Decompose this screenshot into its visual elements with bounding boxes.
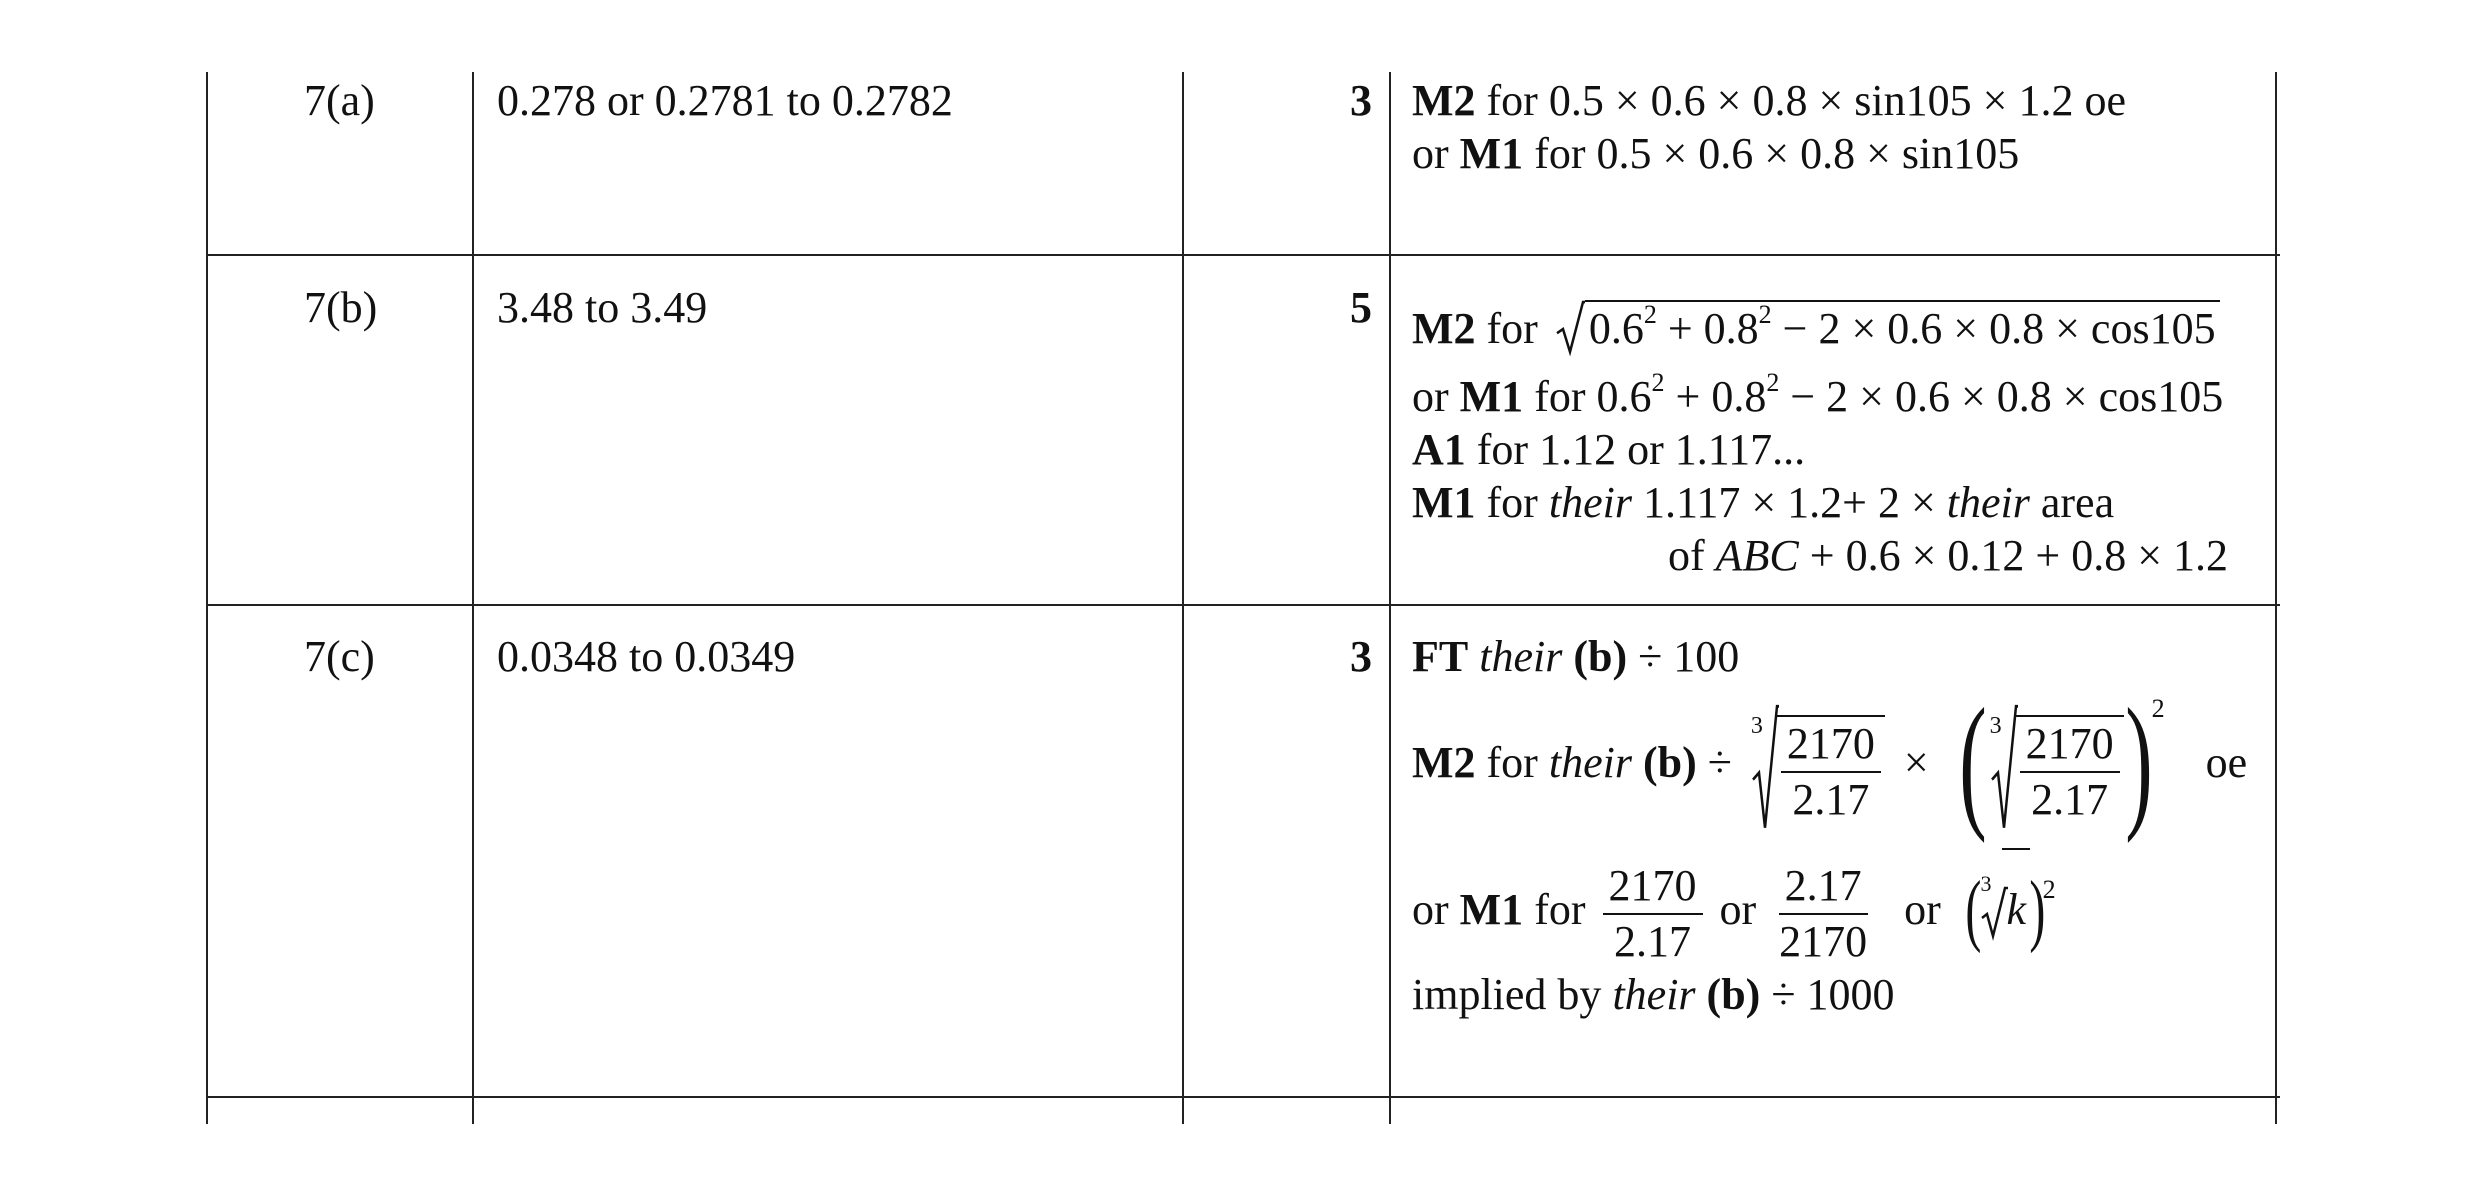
emphasis: their [1548,478,1632,527]
fraction [1773,859,1873,969]
denominator: 2170 [1779,916,1868,966]
answer: 0.278 or 0.2781 to 0.2782 [497,76,953,125]
answer: 3.48 to 3.49 [497,283,708,332]
guidance-line [1412,370,2223,423]
marks: 3 [1350,632,1372,681]
guidance-line [1412,476,2114,529]
row-divider-2 [206,604,2280,606]
guidance-line [1668,529,2228,582]
right-parenthesis: ) [2124,677,2153,844]
row-divider-1 [206,254,2280,256]
question-number: 7(b) [304,283,378,332]
guidance-text: for 0.5 × 0.6 × 0.8 × sin105 × 1.2 oe [1475,76,2126,125]
radical-sign-icon [1555,300,1585,355]
guidance-text: ÷ [1696,738,1743,787]
exponent: 2 [2151,693,2165,723]
numerator: 2170 [2020,717,2120,773]
guidance-line [1412,630,1739,683]
exponent: 2 [1766,368,1780,398]
radical-sign-icon [1749,704,1779,830]
exponent: 2 [1651,368,1665,398]
guidance-line [1412,74,2126,127]
guidance-text: for [1475,304,1549,353]
triangle-name: ABC [1715,531,1799,580]
question-number: 7(c) [304,632,375,681]
right-parenthesis: ) [2029,865,2046,954]
table-border-left [206,72,208,1124]
guidance-line [1412,127,2019,180]
mark-code: M1 [1412,478,1476,527]
times-sign: × [1903,738,1929,787]
radical-sign-icon [1988,704,2018,830]
root-index: 3 [1750,712,1763,739]
expression: + 0.8 [1664,372,1767,421]
guidance-text: for [1475,478,1549,527]
guidance-line [1412,300,2220,355]
root-index: 3 [1980,871,1992,896]
cube-root [1988,704,2124,830]
emphasis: their [1946,478,2030,527]
guidance-text: or [1412,372,1460,421]
emphasis: their [1479,632,1563,681]
mark-code: M1 [1459,885,1524,934]
mark-code: M2 [1412,76,1476,125]
guidance-text: ÷ 100 [1627,632,1740,681]
column-divider-question [472,72,474,1124]
guidance-text: or [1412,129,1460,178]
exponent: 2 [2042,875,2056,904]
denominator: 2.17 [1792,774,1870,824]
column-divider-marks [1389,72,1391,1124]
exponent: 2 [1643,300,1657,330]
cube-root [1749,704,1885,830]
mark-code: M2 [1412,738,1476,787]
fraction [1603,859,1703,969]
question-number: 7(a) [304,76,375,125]
marks: 3 [1350,76,1372,125]
denominator: 2.17 [2031,774,2109,824]
radicand: 0.6 [1588,304,1644,353]
mark-code: M1 [1459,372,1524,421]
radicand: + 0.8 [1656,304,1759,353]
denominator: 2.17 [1614,916,1691,966]
guidance-text: for [1475,738,1549,787]
guidance-text: of [1668,531,1716,580]
left-parenthesis: ( [1965,865,1982,954]
fraction [2016,715,2124,827]
guidance-text: or [1719,885,1757,934]
guidance-line [1412,968,1894,1021]
table-border-right [2275,72,2277,1124]
expression: − 2 × 0.6 × 0.8 × cos105 [1779,372,2224,421]
guidance-line [1412,677,2248,844]
emphasis: their [1548,738,1632,787]
answer: 0.0348 to 0.0349 [497,632,796,681]
expression: 0.6 [1596,372,1652,421]
mark-code: M2 [1412,304,1476,353]
guidance-text: implied by [1412,970,1613,1019]
guidance-text: for [1523,885,1597,934]
guidance-text: + 0.6 × 0.12 + 0.8 × 1.2 [1798,531,2229,580]
mark-code: A1 [1412,425,1466,474]
guidance-text: oe [2205,738,2248,787]
marks: 5 [1350,283,1372,332]
guidance-line [1412,423,1805,476]
left-parenthesis: ( [1958,677,1987,844]
guidance-text: for 1.12 or 1.117... [1465,425,1806,474]
guidance-text: for [1523,372,1597,421]
variable: k [2006,885,2026,934]
mark-code: M1 [1459,129,1524,178]
numerator: 2.17 [1779,859,1868,915]
root-index: 3 [1989,712,2002,739]
guidance-text: for 0.5 × 0.6 × 0.8 × sin105 [1523,129,2020,178]
exponent: 2 [1758,300,1772,330]
guidance-text: or [1904,885,1941,934]
guidance-text: or [1412,885,1460,934]
row-divider-3 [206,1096,2280,1098]
mark-code: FT [1412,632,1469,681]
numerator: 2170 [1603,859,1703,915]
radicand: − 2 × 0.6 × 0.8 × cos105 [1771,304,2216,353]
guidance-text: area [2029,478,2115,527]
guidance-text: 1.117 × 1.2+ 2 × [1631,478,1947,527]
part-reference: (b) [1642,738,1697,787]
square-root [1555,300,2220,355]
emphasis: their [1612,970,1696,1019]
guidance-line [1412,848,2056,968]
cube-root [1978,848,2030,970]
guidance-text: ÷ 1000 [1760,970,1895,1019]
part-reference: (b) [1573,632,1628,681]
column-divider-answer [1182,72,1184,1124]
fraction [1777,715,1885,827]
part-reference: (b) [1706,970,1761,1019]
numerator: 2170 [1781,717,1881,773]
